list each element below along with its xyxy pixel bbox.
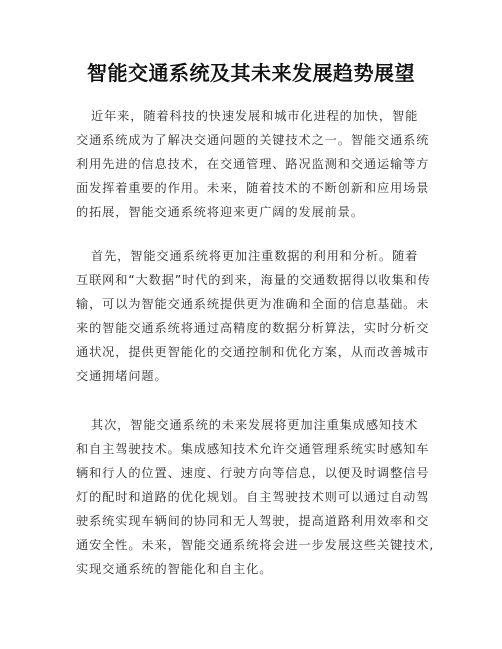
text-line: 首先，智能交通系统将更加注重数据的利用和分析。随着 [91,249,419,263]
text-line: 输，可以为智能交通系统提供更为准确和全面的信息基础。未 [76,297,430,311]
text-line: 交通系统成为了解决交通问题的关键技术之一。智能交通系统 [76,133,430,147]
paragraph-intro [76,104,436,224]
text-line: 近年来，随着科技的快速发展和城市化进程的加快，智能 [91,109,419,123]
text-line: 灯的配时和道路的优化规划。自主驾驶技术则可以通过自动驾 [76,490,430,504]
text-line: 互联网和“大数据”时代的到来，海量的交通数据得以收集和传 [76,273,431,287]
paragraph-sensing-autonomy [76,413,436,581]
text-line: 利用先进的信息技术，在交通管理、路况监测和交通运输等方 [76,157,430,171]
text-line: 来的智能交通系统将通过高精度的数据分析算法，实时分析交 [76,321,430,335]
document-title: 智能交通系统及其未来发展趋势展望 [87,61,415,85]
text-line: 的拓展，智能交通系统将迎来更广阔的发展前景。 [76,205,364,219]
text-line: 通安全性。未来，智能交通系统将会进一步发展这些关键技术, [76,538,435,552]
text-line: 其次，智能交通系统的未来发展将更加注重集成感知技术 [91,418,419,432]
text-line: 面发挥着重要的作用。未来，随着技术的不断创新和应用场景 [76,181,430,195]
text-line: 通状况，提供更智能化的交通控制和优化方案，从而改善城市 [76,345,430,359]
text-line: 辆和行人的位置、速度、行驶方向等信息，以便及时调整信号 [76,466,430,480]
text-line: 驶系统实现车辆间的协同和无人驾驶，提高道路利用效率和交 [76,514,430,528]
text-line: 实现交通系统的智能化和自主化。 [76,562,273,576]
text-line: 交通拥堵问题。 [76,369,168,383]
paragraph-data-analysis [76,244,436,388]
text-line: 和自主驾驶技术。集成感知技术允许交通管理系统实时感知车 [76,442,430,456]
